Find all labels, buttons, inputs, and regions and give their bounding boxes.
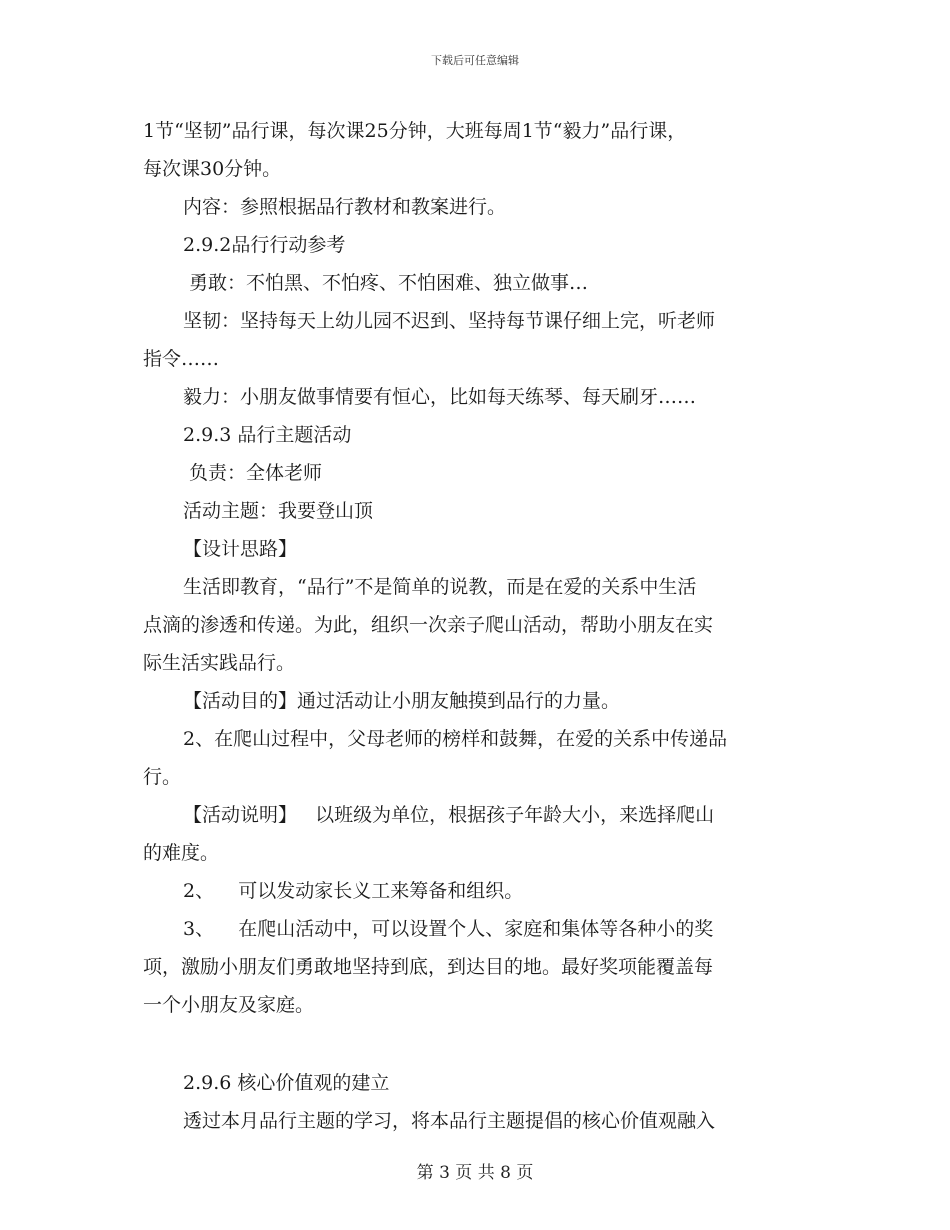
body-line: 毅力：小朋友做事情要有恒心，比如每天练琴、每天刷牙…… xyxy=(183,386,697,408)
body-line: 项，激励小朋友们勇敢地坚持到底，到达目的地。最好奖项能覆盖每 xyxy=(143,956,714,978)
body-line: 行。 xyxy=(143,766,182,788)
page-header: 下载后可任意编辑 xyxy=(431,54,519,67)
body-line: 的难度。 xyxy=(143,842,220,864)
body-line: 1节“坚韧”品行课，每次课25分钟，大班每周1节“毅力”品行课， xyxy=(143,120,687,142)
body-line: 透过本月品行主题的学习，将本品行主题提倡的核心价值观融入 xyxy=(183,1110,716,1132)
body-line: 2、在爬山过程中，父母老师的榜样和鼓舞，在爱的关系中传递品 xyxy=(183,728,728,750)
body-line: 点滴的渗透和传递。为此，组织一次亲子爬山活动，帮助小朋友在实 xyxy=(143,614,714,636)
body-line: 每次课30分钟。 xyxy=(143,158,282,180)
body-line: 3、 在爬山活动中，可以设置个人、家庭和集体等各种小的奖 xyxy=(183,918,714,940)
section-heading: 2.9.2品行行动参考 xyxy=(183,234,346,256)
body-line: 负责：全体老师 xyxy=(189,462,323,484)
bracket-heading: 【设计思路】 xyxy=(183,538,298,560)
body-line: 勇敢：不怕黑、不怕疼、不怕困难、独立做事… xyxy=(189,272,589,294)
body-line: 2、 可以发动家长义工来筹备和组织。 xyxy=(183,880,524,902)
body-line: 内容：参照根据品行教材和教案进行。 xyxy=(183,196,507,218)
body-line: 【活动说明】 以班级为单位，根据孩子年龄大小，来选择爬山 xyxy=(183,804,715,826)
section-heading: 2.9.3 品行主题活动 xyxy=(183,424,352,446)
body-line: 指令…… xyxy=(143,348,220,370)
body-line: 坚韧：坚持每天上幼儿园不迟到、坚持每节课仔细上完，听老师 xyxy=(183,310,716,332)
document-body xyxy=(143,112,808,1140)
section-heading: 2.9.6 核心价值观的建立 xyxy=(183,1072,390,1094)
paragraph-gap xyxy=(143,1024,808,1064)
body-line: 际生活实践品行。 xyxy=(143,652,296,674)
body-line: 【活动目的】通过活动让小朋友触摸到品行的力量。 xyxy=(183,690,621,712)
page-footer: 第 3 页 共 8 页 xyxy=(416,1163,534,1183)
body-line: 活动主题：我要登山顶 xyxy=(183,500,374,522)
body-line: 生活即教育，“品行”不是简单的说教，而是在爱的关系中生活 xyxy=(183,576,697,598)
body-line: 一个小朋友及家庭。 xyxy=(143,994,315,1016)
